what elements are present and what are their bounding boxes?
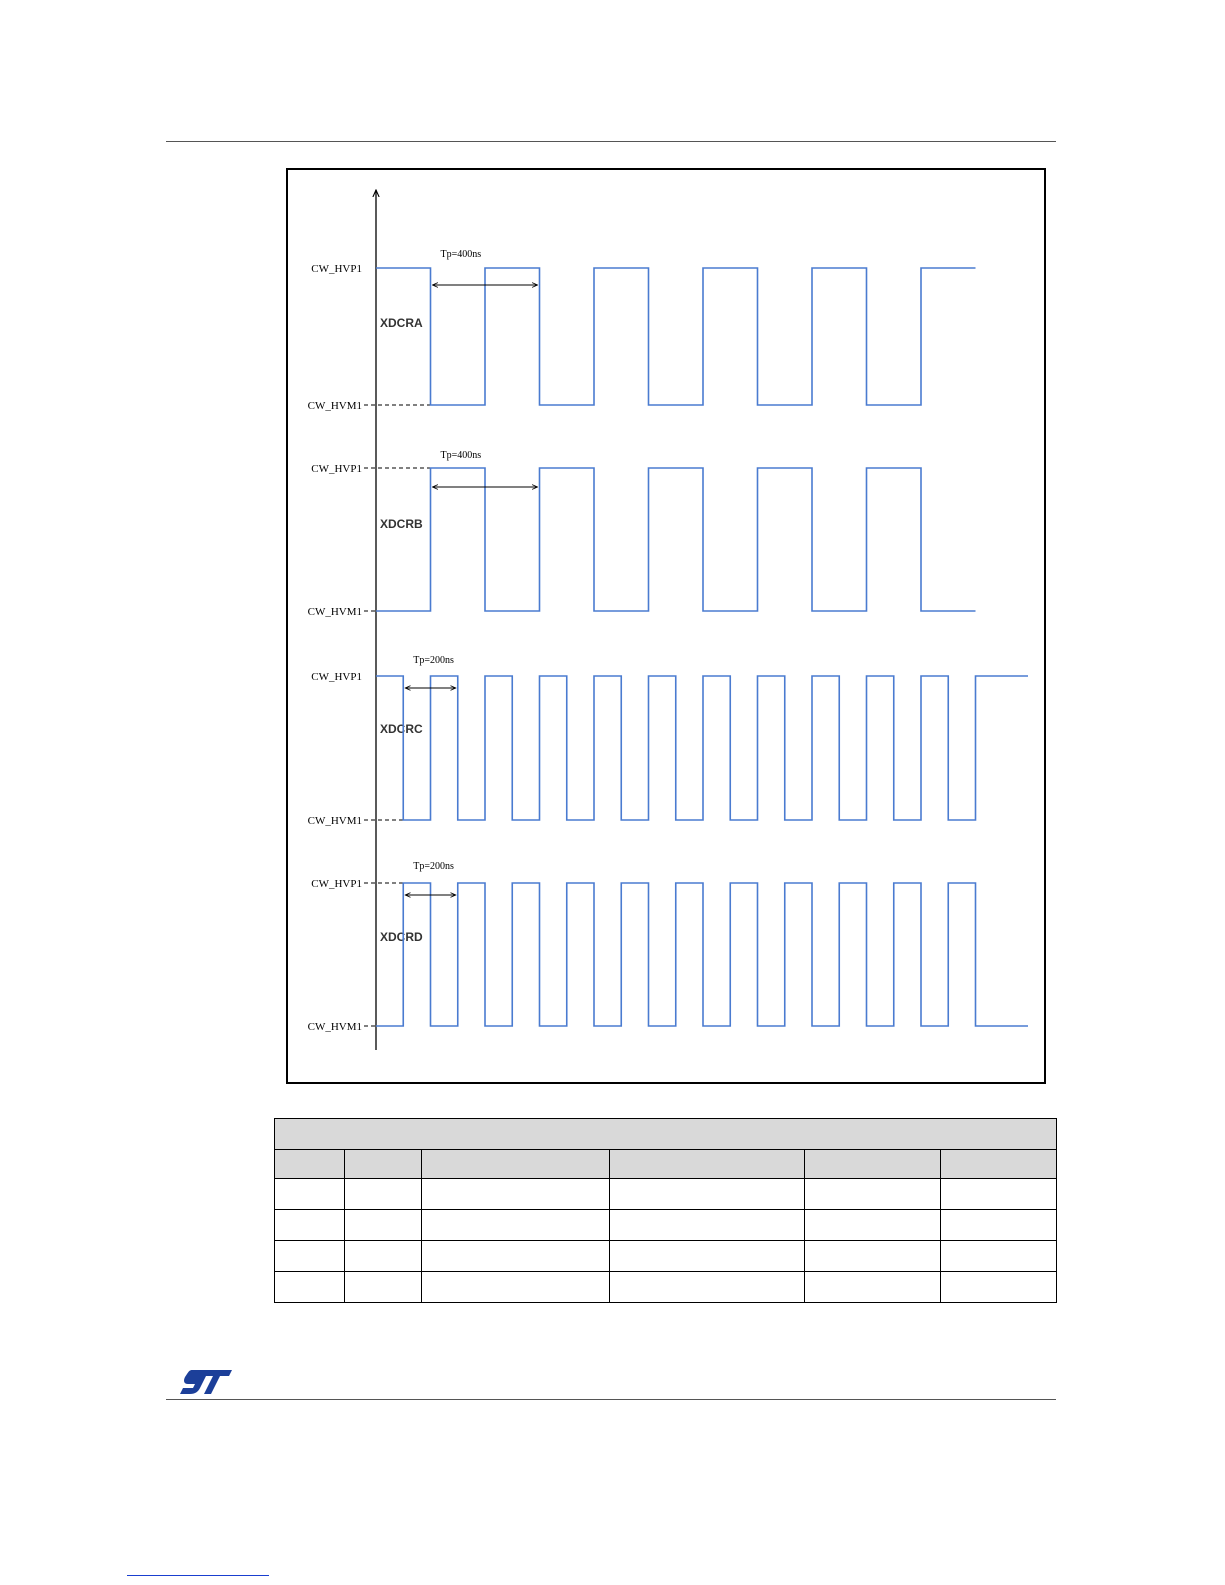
table-header-cell (345, 1150, 422, 1179)
footer-link-underline[interactable] (127, 1575, 269, 1576)
table-cell (610, 1241, 805, 1272)
table-cell (805, 1241, 941, 1272)
table-header-cell (422, 1150, 610, 1179)
signal-name: XDCRC (380, 722, 423, 736)
table-cell (345, 1272, 422, 1303)
table-row (275, 1241, 1057, 1272)
header-rule (166, 141, 1056, 142)
table-cell (610, 1272, 805, 1303)
table-cell (345, 1241, 422, 1272)
period-label: Tp=200ns (413, 861, 454, 872)
table-row (275, 1210, 1057, 1241)
table-cell (610, 1210, 805, 1241)
high-level-label: CW_HVP1 (311, 463, 362, 475)
signal-name: XDCRA (380, 316, 423, 330)
low-level-label: CW_HVM1 (307, 1021, 362, 1033)
table-cell (422, 1272, 610, 1303)
high-level-label: CW_HVP1 (311, 671, 362, 683)
table-row (275, 1179, 1057, 1210)
table-header-cell (941, 1150, 1057, 1179)
table-cell (805, 1272, 941, 1303)
table-cell (941, 1272, 1057, 1303)
period-label: Tp=200ns (413, 655, 454, 666)
table-cell (805, 1179, 941, 1210)
signal-name: XDCRD (380, 930, 423, 944)
table-cell (941, 1210, 1057, 1241)
low-level-label: CW_HVM1 (307, 606, 362, 618)
table-cell (422, 1241, 610, 1272)
table-cell (422, 1179, 610, 1210)
table-cell (941, 1179, 1057, 1210)
low-level-label: CW_HVM1 (307, 400, 362, 412)
table-header-cell (805, 1150, 941, 1179)
waveform-trace (376, 883, 1028, 1026)
footer-rule (166, 1399, 1056, 1400)
table-row (275, 1272, 1057, 1303)
table-cell (941, 1241, 1057, 1272)
table-cell (275, 1179, 345, 1210)
table-cell (275, 1272, 345, 1303)
high-level-label: CW_HVP1 (311, 263, 362, 275)
st-logo (178, 1367, 234, 1397)
spec-table (274, 1118, 1057, 1303)
table-header-cell (610, 1150, 805, 1179)
table-cell (275, 1241, 345, 1272)
waveform-trace (376, 468, 976, 611)
waveform-diagram (288, 170, 1044, 1082)
waveform-trace (376, 268, 976, 405)
table-cell (422, 1210, 610, 1241)
period-label: Tp=400ns (440, 450, 482, 461)
period-label: Tp=400ns (440, 249, 482, 260)
low-level-label: CW_HVM1 (307, 815, 362, 827)
signal-name: XDCRB (380, 517, 423, 531)
table-cell (345, 1210, 422, 1241)
table-cell (610, 1179, 805, 1210)
table-cell (805, 1210, 941, 1241)
table-title-row (275, 1119, 1057, 1150)
table-cell (275, 1210, 345, 1241)
table-header-cell (275, 1150, 345, 1179)
table-cell (345, 1179, 422, 1210)
high-level-label: CW_HVP1 (311, 878, 362, 890)
table-title-cell (275, 1119, 1057, 1150)
table-header-row (275, 1150, 1057, 1179)
waveform-trace (376, 676, 1028, 820)
waveform-figure (286, 168, 1046, 1084)
